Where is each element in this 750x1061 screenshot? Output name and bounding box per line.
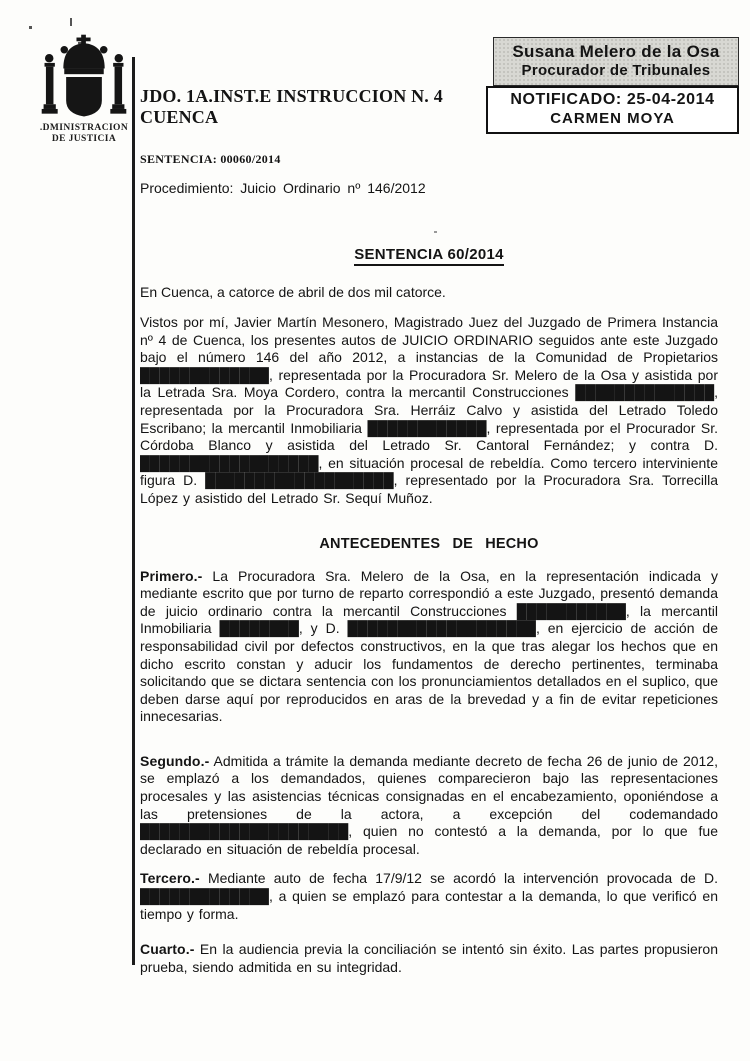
notificado-date: NOTIFICADO: 25-04-2014 <box>510 91 715 108</box>
paragraph-cuarto-label: Cuarto.- <box>140 941 195 958</box>
procurador-name: Susana Melero de la Osa <box>512 42 720 61</box>
paragraph-cuarto <box>140 941 718 976</box>
paragraph-segundo-text: Admitida a trámite la demanda mediante decreto de fecha 26 de junio de 2012, se emplazó a los demandados, quienes comparecieron bajo las representaciones procesales y las asistencias técnicas consignadas en el encabezamiento, oponiéndose a las pretensiones de la actora, a excepción del codemandado █████████████████████, quien no contestó a la demanda, por lo que fue declarado en situación de rebeldía procesal. <box>140 752 718 857</box>
ministry-logo <box>34 34 134 145</box>
date-line: En Cuenca, a catorce de abril de dos mil catorce. <box>140 284 446 300</box>
logo-caption-line1: .DMINISTRACION <box>39 123 129 133</box>
paragraph-primero <box>140 568 718 726</box>
scan-artifact <box>29 26 32 29</box>
paragraph-segundo <box>140 753 718 859</box>
court-name-line1: JDO. 1A.INST.E INSTRUCCION N. 4 <box>140 86 443 106</box>
document-title-text: SENTENCIA 60/2014 <box>354 246 504 266</box>
court-name-line2: CUENCA <box>140 107 219 127</box>
paragraph-primero-label: Primero.- <box>140 567 203 584</box>
paragraph-tercero <box>140 870 718 923</box>
paragraph-cuarto-text: En la audiencia previa la conciliación se intentó sin éxito. Las partes propusieron prueba, siendo admitida en su integridad. <box>140 941 718 975</box>
scan-artifact <box>70 18 72 26</box>
justice-crest-icon <box>37 34 131 120</box>
document-body <box>140 0 718 976</box>
court-name <box>140 86 718 128</box>
paragraph-tercero-label: Tercero.- <box>140 870 200 887</box>
vistos-paragraph: Vistos por mí, Javier Martín Mesonero, Magistrado Juez del Juzgado de Primera Instancia nº 4 de Cuenca, los presentes autos de JUICIO ORDINARIO seguidos ante este Juzgado bajo el número 146 del año 2012, a instancias de la Comunidad de Propietarios █████████████, representada por la Procuradora Sr. Melero de la Osa y asistida por la Letrada Sra. Moya Cordero, contra la mercantil Construcciones ██████████████, representada por la Procuradora Sra. Herráiz Calvo y asistida del Letrado Toledo Escribano; la mercantil Inmobiliaria ████████████, representada por el Procurador Sr. Córdoba Blanco y asistida del Letrado Sr. Cantoral Fernández; y contra D. ██████████████████, en situación procesal de rebeldía. Como tercero interviniente figura D. ███████████████████, representado por la Procuradora Sra. Torrecilla López y asistido del Letrado Sr. Sequí Muñoz. <box>140 314 718 506</box>
document-title <box>140 246 718 264</box>
header-divider <box>132 57 135 965</box>
procurador-title: Procurador de Tribunales <box>521 62 711 79</box>
antecedentes-heading: ANTECEDENTES DE HECHO <box>319 535 539 552</box>
notificado-by: CARMEN MOYA <box>550 110 675 127</box>
paragraph-segundo-label: Segundo.- <box>140 752 210 769</box>
paragraph-primero-text: La Procuradora Sra. Melero de la Osa, en la representación indicada y mediante escrito que por turno de reparto correspondió a este Juzgado, presentó demanda de juicio ordinario contra la mercantil Construcciones ███████████, la mercantil Inmobiliaria ████████, y D. ███████████████████, en ejercicio de acción de responsabilidad civil por defectos constructivos, en la que tras alegar los hechos que en dicho escrito constan y aducir los fundamentos de derecho pertinentes, terminaba solicitando que se dictara sentencia con los pronunciamientos detallados en el suplico, que deben darse aquí por reproducidos en aras de la brevedad y a fin de evitar repeticiones innecesarias. <box>140 567 719 725</box>
logo-caption-line2: DE JUSTICIA <box>51 134 117 144</box>
procedimiento-line: Procedimiento: Juicio Ordinario nº 146/2012 <box>140 180 426 196</box>
paragraph-tercero-text: Mediante auto de fecha 17/9/12 se acordó la intervención provocada de D. █████████████, a quien se emplazó para contestar a la demanda, lo que verificó en tiempo y forma. <box>140 870 719 922</box>
sentencia-reference: SENTENCIA: 00060/2014 <box>140 152 281 166</box>
